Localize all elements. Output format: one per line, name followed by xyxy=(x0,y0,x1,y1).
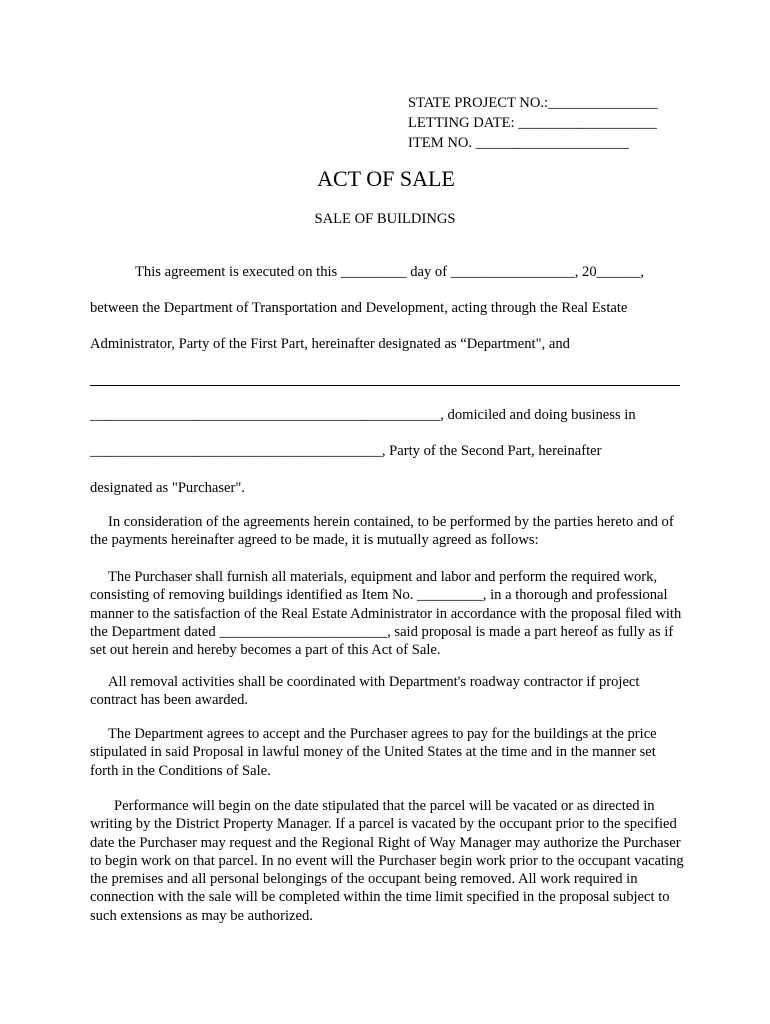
designated-purchaser-line: designated as "Purchaser". xyxy=(90,480,245,496)
document-subtitle-text: SALE OF BUILDINGS xyxy=(314,211,456,227)
removal-text: All removal activities shall be coordinated with Department's roadway contractor if project contract has been awarded. xyxy=(90,674,640,709)
agreement-date-line: This agreement is executed on this _________ day of _________________, 20______, xyxy=(135,264,645,280)
document-title-text: ACT OF SALE xyxy=(317,166,455,191)
second-party-line: ________________________________________, Party of the Second Part, hereinafter xyxy=(90,443,602,459)
performance-text: Performance will begin on the date stipulated that the parcel will be vacated or as directed in writing by the District Property Manager. If a parcel is vacated by the occupant prior to the specified date the Purchaser may request and the Regional Right of Way Manager may authorize the Purchaser to begin work on that parcel. In no event will the Purchaser begin work prior to the occupant vacating the premises and all personal belongings of the occupant being removed. All work required in connection with the sale will be completed within the time limit specified in the proposal subject to such extensions as may be authorized. xyxy=(90,798,684,924)
accept-text: The Department agrees to accept and the Purchaser agrees to pay for the buildings at the price stipulated in said Proposal in lawful money of the United States at the time and in the manner set forth in the Conditions of Sale. xyxy=(90,726,657,779)
consideration-paragraph xyxy=(90,513,684,550)
document-title xyxy=(0,166,770,192)
accept-paragraph xyxy=(90,725,684,780)
letting-date-line: LETTING DATE: ___________________ xyxy=(408,115,657,131)
purchaser-name-rule xyxy=(90,385,680,386)
consideration-text: In consideration of the agreements herein contained, to be performed by the parties hereto and of the payments hereinafter agreed to be made, it is mutually agreed as follows: xyxy=(90,514,674,549)
performance-paragraph xyxy=(90,797,684,925)
domiciled-line: ________________________________________________, domiciled and doing business in xyxy=(90,407,636,423)
furnish-text: The Purchaser shall furnish all materials, equipment and labor and perform the required work, consisting of removing buildings identified as Item No. _________, in a thorough and professional manner to the satisfaction of the Real Estate Administrator in accordance with the proposal filed with the Department dated _______________________, said proposal is made a part hereof as fully as if set out herein and hereby becomes a part of this Act of Sale. xyxy=(90,569,682,659)
furnish-paragraph xyxy=(90,568,684,659)
state-project-line: STATE PROJECT NO.:_______________ xyxy=(408,95,658,111)
administrator-line: Administrator, Party of the First Part, hereinafter designated as “Department", and xyxy=(90,336,570,352)
item-no-line: ITEM NO. _____________________ xyxy=(408,135,629,151)
removal-paragraph xyxy=(90,673,684,710)
document-subtitle xyxy=(0,209,770,229)
between-line: between the Department of Transportation and Development, acting through the Real Estate xyxy=(90,300,628,316)
